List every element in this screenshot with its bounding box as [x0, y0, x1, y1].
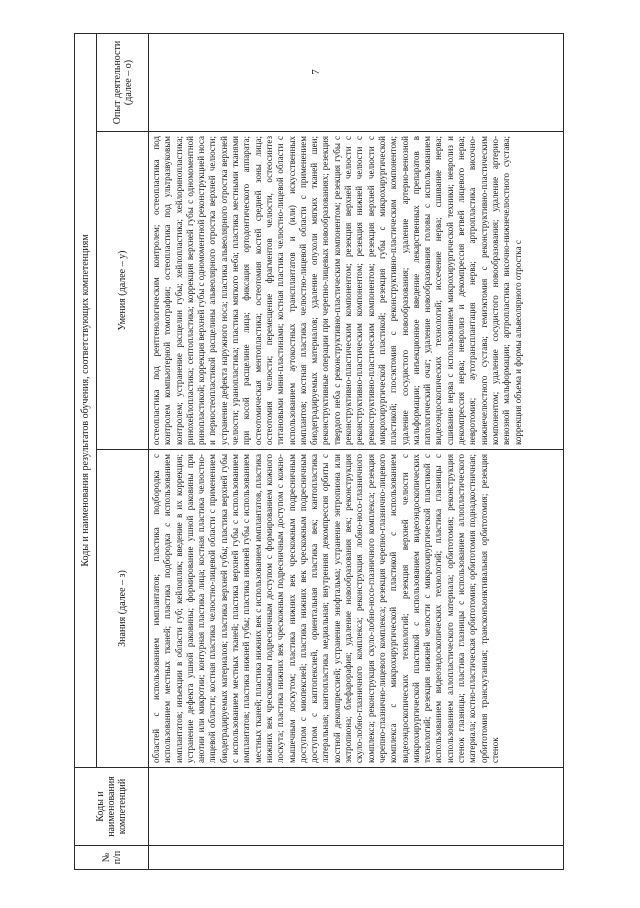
table-row: [149, 33, 564, 869]
header-knowledge: Знания (далее – з): [97, 450, 149, 768]
cell-codes: [149, 768, 564, 846]
cell-num: [149, 846, 564, 870]
cell-skills: остеопластика под рентгенологическим контролем; остеопластика под контролем компьютерной томографии; остеопластика под ультразвуковым контролем; устранение расщелин губы; хейлопластика; хейлоринопластика; ринохейлопластика; септопластика; коррекция верхней губы с одномоментной ринопластикой; коррекция верхней губы с одномоментной реконструкцией носа и периостеопластикой расщелины альвеолярного отростка верхней челюсти; устранение дефекта наружного носа; пластика альвеолярного отростка верхней челюсти; уранопластика; пластика мягкого неба; пластика местными тканями при косой расщелине лица; фиксация ортодонтического аппарата; остеотомическая ментопластика; остеотомия костей средней зоны лица; остеотомия челюсти; перемещение фрагментов челюсти, остеосинтез титановыми мини-пластинами; костная пластика челюстно-лицевой области с использованием аутокостных трансплантатов и (или) искусственных имплантов; костная пластика челюстно-лицевой области с применением биодеградируемых материалов; удаление опухоли мягких тканей шеи; реконструктивные операции при черепно-лицевых новообразованиях; резекция твердого неба с реконструктивно-пластическим компонентом; резекция губы с реконструктивно-пластическим компонентом; резекция верхней челюсти с реконструктивно-пластическим компонентом; резекция нижней челюсти с реконструктивно-пластическим компонентом; резекция верхней челюсти с микрохирургической пластикой; резекция губы с микрохирургической пластикой; глосэктомия с реконструктивно-пластическим компонентом; удаление сосудистого новообразования; удаление артерио-венозной мальформации; инъекционное введение лекарственных препаратов в патологический очаг; удаление новообразования головы с использованием видеоэндоскопических технологий; иссечение нерва; сшивание нерва; сшивание нерва с использованием микрохирургической техники; невролиз и декомпрессия нерва; невролиз и декомпрессия ветвей лицевого нерва; невротомия; аутотрансплантация нерва; артропластика височно-нижнечелюстного сустава; гемиэктомия с реконструктивно-пластическим компонентом; удаление сосудистого новообразования; удаление артерио-венозной мальформации; артропластика височно-нижнечелюстного сустава; коррекция объема и формы альвеолярного отростка с: [149, 132, 564, 450]
competencies-table: [74, 33, 564, 870]
header-num: № п/п: [75, 846, 149, 870]
header-codes: Коды и наименования компетенций: [75, 768, 149, 846]
rotated-table-sheet: [74, 34, 564, 870]
page-number: 7: [309, 69, 322, 75]
header-experience: Опыт деятельности (далее – о): [97, 33, 149, 131]
header-results-group: Коды и наименования результатов обучения, соответствующих компетенциям: [75, 33, 97, 767]
cell-experience: [149, 33, 564, 131]
header-skills: Умения (далее – у): [97, 132, 149, 450]
cell-knowledge: областей с использованием имплантатов; пластика подбородка с использованием местных тканей; пластика подбородка с использованием имплантатов; инъекции в области губ; кейлоплик; введение в их коррекция; устранение дефекта ушной раковины; формирование ушной раковины при анотии или микротии; контурная пластика лица; костная пластика челюстно-лицевой области; костная пластика челюстно-лицевой области с применением биодеградируемых материалов; пластика верхней губы; пластика верхней губы с использованием местных тканей; пластика верхней губы с использованием имплантатов; пластика нижней губы; пластика нижней губы с использованием местных тканей; пластика нижних век с использованием имплантатов, пластика нижних век чрескожным подресничным доступом с формированием кожного лоскута; пластика нижних век чрескожным подресничным доступом с кожно-мышечным лоскутом; пластика нижних век чрескожным подресничным доступом с миопексией; пластика нижних век чрескожным подресничным доступом с каптопексией, ориентальная пластика век; кантопластика латеральная; кантопластика медиальная; внутренняя декомпрессия орбиты с костной декомпрессией; устранение энофтальма; устранение энтропиона или эктропиона; блефарорафия; удаление новообразования век; реконструкция скуло-лобно-глазничного комплекса; реконструкция лобно-носо-глазничного комплекса; реконструкция скуло-лобно-носо-глазничного комплекса; резекция черепно-глазнично-лицевого комплекса; резекция черепно-глазнично-лицевого комплекса с микрохирургической пластикой с использованием видеоэндоскопических технологий; резекция верхней челюсти с микрохирургической пластикой с использованием видеоэндоскопических технологий; резекция нижней челюсти с микрохирургической пластикой с использованием видеоэндоскопических технологий; пластика глазницы с использованием аллопластического материала; орбитотомия; реконструкция стенок глазницы; пластика глазницы с использованием аллопластического материала; костно-пластическая орбитотомия; орбитотомия поднадкостничная; орбитотомия транскутанная; трансконъюнктивальная орбитотомия; резекция стенок: [149, 450, 564, 768]
